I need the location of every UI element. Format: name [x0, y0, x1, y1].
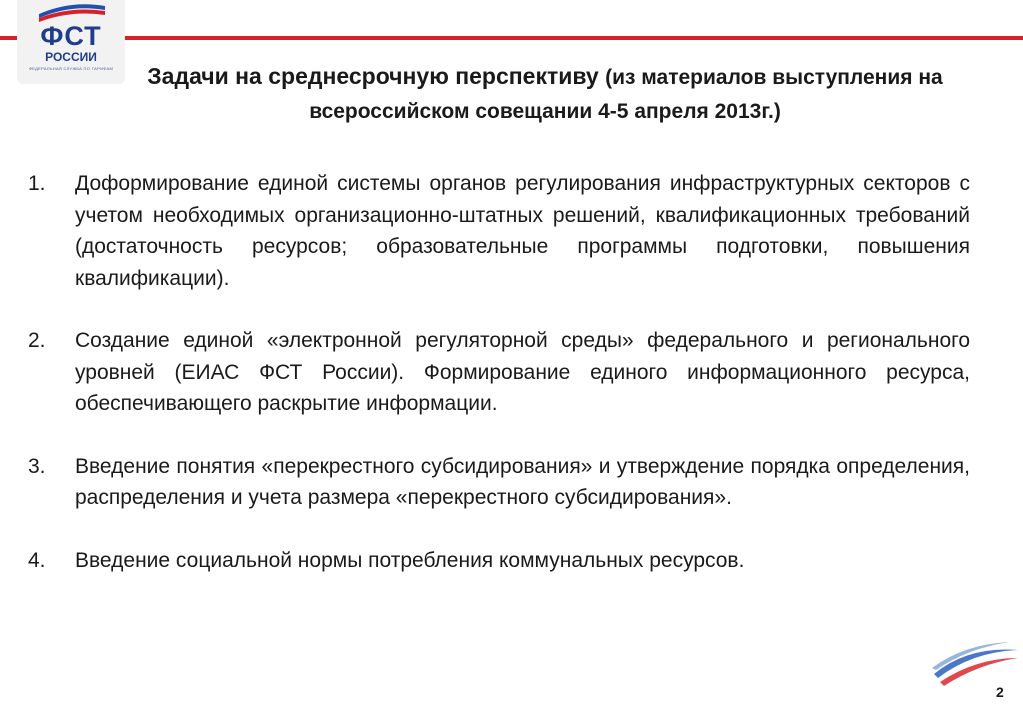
task-item [28, 451, 970, 514]
task-list [28, 168, 970, 607]
task-item [28, 325, 970, 420]
task-text: Введение понятия «перекрестного субсидирования» и утверждение порядка определения, распределения и учета размера «перекрестного субсидирования». [75, 454, 970, 509]
task-number: 4. [28, 548, 46, 572]
task-number: 3. [28, 454, 46, 478]
task-item [28, 168, 970, 294]
task-item [28, 545, 970, 577]
logo-abbr: ФСТ [40, 21, 102, 51]
fst-logo [17, 0, 125, 84]
task-number: 2. [28, 329, 46, 352]
title-subtitle: (из материалов выступления на всероссийском совещании 4-5 апреля 2013г.) [309, 66, 943, 123]
header-rule [0, 36, 1023, 40]
logo-country: РОССИИ [45, 50, 97, 64]
title-main: Задачи на среднесрочную перспективу [147, 63, 606, 89]
task-text: Доформирование единой системы органов регулирования инфраструктурных секторов с учетом необходимых организационно-штатных решений, квалификационных требований (достаточность ресурсов; образовательные программы подготовки, повышения квалификации). [75, 172, 970, 290]
task-number: 1. [28, 172, 46, 195]
page-title [115, 60, 975, 128]
task-text: Введение социальной нормы потребления коммунальных ресурсов. [75, 548, 745, 572]
swoosh-decoration-icon [928, 640, 1020, 690]
task-text: Создание единой «электронной регуляторной среды» федерального и регионального уровней (ЕИАС ФСТ России). Формирование единого информационного ресурса, обеспечивающего раскрытие информации. [75, 329, 970, 415]
page-number: 2 [996, 684, 1004, 700]
logo-fullname: ФЕДЕРАЛЬНАЯ СЛУЖБА ПО ТАРИФАМ [28, 66, 114, 71]
